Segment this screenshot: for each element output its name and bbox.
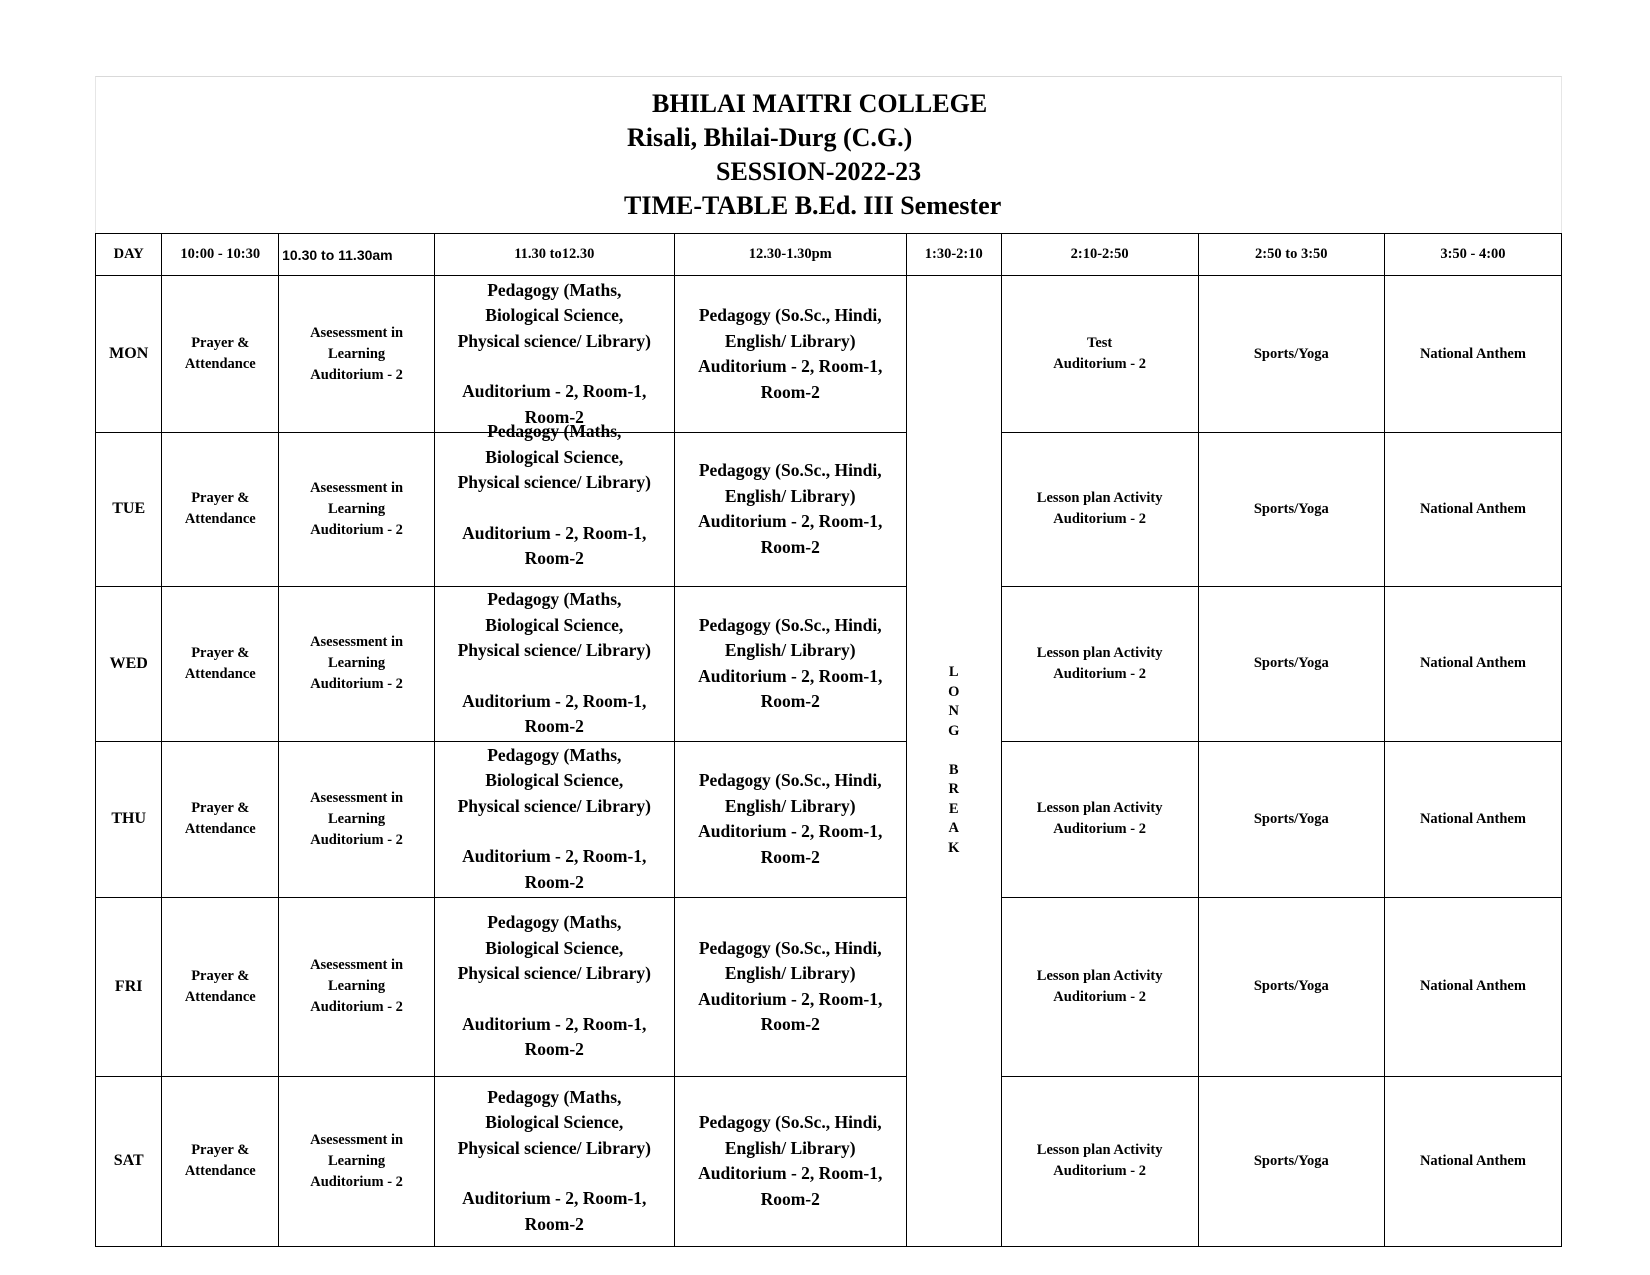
col-header-day: DAY bbox=[96, 234, 162, 276]
lesson-plan-cell: Lesson plan Activity Auditorium - 2 bbox=[1001, 741, 1198, 897]
pedagogy-b-cell: Pedagogy (So.Sc., Hindi, English/ Library) Auditorium - 2, Room-1, Room-2 bbox=[674, 276, 906, 433]
table-row bbox=[96, 433, 1562, 587]
pedagogy-a-cell: Pedagogy (Maths, Biological Science, Physical science/ Library) Auditorium - 2, Room-1, Room-2 bbox=[435, 1076, 674, 1246]
col-header-slot-4: 12.30-1.30pm bbox=[674, 234, 906, 276]
lesson-plan-cell: Lesson plan Activity Auditorium - 2 bbox=[1001, 433, 1198, 587]
table-row bbox=[96, 276, 1562, 433]
day-cell: MON bbox=[96, 276, 162, 433]
prayer-cell: Prayer & Attendance bbox=[162, 1076, 279, 1246]
pedagogy-b-cell: Pedagogy (So.Sc., Hindi, English/ Library) Auditorium - 2, Room-1, Room-2 bbox=[674, 741, 906, 897]
anthem-cell: National Anthem bbox=[1384, 897, 1561, 1076]
pedagogy-b-cell: Pedagogy (So.Sc., Hindi, English/ Library) Auditorium - 2, Room-1, Room-2 bbox=[674, 897, 906, 1076]
sports-cell: Sports/Yoga bbox=[1198, 897, 1384, 1076]
sports-cell: Sports/Yoga bbox=[1198, 276, 1384, 433]
pedagogy-b-cell: Pedagogy (So.Sc., Hindi, English/ Library) Auditorium - 2, Room-1, Room-2 bbox=[674, 1076, 906, 1246]
anthem-cell: National Anthem bbox=[1384, 1076, 1561, 1246]
col-header-slot-5: 1:30-2:10 bbox=[906, 234, 1001, 276]
sports-cell: Sports/Yoga bbox=[1198, 586, 1384, 741]
anthem-cell: National Anthem bbox=[1384, 433, 1561, 587]
day-cell: FRI bbox=[96, 897, 162, 1076]
sports-cell: Sports/Yoga bbox=[1198, 741, 1384, 897]
day-cell: TUE bbox=[96, 433, 162, 587]
long-break-cell bbox=[906, 276, 1001, 1247]
assessment-cell: Asesessment in Learning Auditorium - 2 bbox=[279, 1076, 435, 1246]
day-cell: SAT bbox=[96, 1076, 162, 1246]
timetable-grid bbox=[95, 233, 1562, 1247]
pedagogy-b-cell: Pedagogy (So.Sc., Hindi, English/ Library) Auditorium - 2, Room-1, Room-2 bbox=[674, 433, 906, 587]
col-header-slot-1: 10:00 - 10:30 bbox=[162, 234, 279, 276]
lesson-plan-cell: Lesson plan Activity Auditorium - 2 bbox=[1001, 897, 1198, 1076]
lesson-plan-cell: Lesson plan Activity Auditorium - 2 bbox=[1001, 586, 1198, 741]
table-row bbox=[96, 586, 1562, 741]
col-header-slot-3: 11.30 to12.30 bbox=[435, 234, 674, 276]
sports-cell: Sports/Yoga bbox=[1198, 1076, 1384, 1246]
pedagogy-a-cell: Pedagogy (Maths, Biological Science, Physical science/ Library) Auditorium - 2, Room-1, Room-2 bbox=[435, 586, 674, 741]
sports-cell: Sports/Yoga bbox=[1198, 433, 1384, 587]
col-header-slot-8: 3:50 - 4:00 bbox=[1384, 234, 1561, 276]
assessment-cell: Asesessment in Learning Auditorium - 2 bbox=[279, 741, 435, 897]
header-row bbox=[96, 234, 1562, 276]
test-cell: Test Auditorium - 2 bbox=[1001, 276, 1198, 433]
anthem-cell: National Anthem bbox=[1384, 276, 1561, 433]
session-label: SESSION-2022-23 bbox=[716, 157, 922, 186]
prayer-cell: Prayer & Attendance bbox=[162, 276, 279, 433]
timetable-title: TIME-TABLE B.Ed. III Semester bbox=[624, 191, 1002, 220]
prayer-cell: Prayer & Attendance bbox=[162, 897, 279, 1076]
prayer-cell: Prayer & Attendance bbox=[162, 433, 279, 587]
college-name: BHILAI MAITRI COLLEGE bbox=[652, 89, 988, 118]
col-header-slot-2: 10.30 to 11.30am bbox=[279, 234, 435, 276]
pedagogy-a-cell: Pedagogy (Maths, Biological Science, Physical science/ Library) Auditorium - 2, Room-1, Room-2 bbox=[435, 897, 674, 1076]
timetable-header bbox=[95, 76, 1562, 233]
pedagogy-a-cell: Pedagogy (Maths, Biological Science, Physical science/ Library) Auditorium - 2, Room-1, Room-2 bbox=[435, 276, 674, 433]
col-header-slot-6: 2:10-2:50 bbox=[1001, 234, 1198, 276]
pedagogy-a-cell: Pedagogy (Maths, Biological Science, Physical science/ Library) Auditorium - 2, Room-1, Room-2 bbox=[435, 741, 674, 897]
pedagogy-a-cell: Pedagogy (Maths, Biological Science, Physical science/ Library) Auditorium - 2, Room-1, Room-2 bbox=[435, 433, 674, 587]
assessment-cell: Asesessment in Learning Auditorium - 2 bbox=[279, 433, 435, 587]
lesson-plan-cell: Lesson plan Activity Auditorium - 2 bbox=[1001, 1076, 1198, 1246]
prayer-cell: Prayer & Attendance bbox=[162, 586, 279, 741]
long-break-label: L O N G B R E A K bbox=[948, 664, 960, 856]
pedagogy-b-cell: Pedagogy (So.Sc., Hindi, English/ Library) Auditorium - 2, Room-1, Room-2 bbox=[674, 586, 906, 741]
table-row bbox=[96, 897, 1562, 1076]
day-cell: THU bbox=[96, 741, 162, 897]
anthem-cell: National Anthem bbox=[1384, 586, 1561, 741]
day-cell: WED bbox=[96, 586, 162, 741]
prayer-cell: Prayer & Attendance bbox=[162, 741, 279, 897]
anthem-cell: National Anthem bbox=[1384, 741, 1561, 897]
assessment-cell: Asesessment in Learning Auditorium - 2 bbox=[279, 897, 435, 1076]
table-row bbox=[96, 1076, 1562, 1246]
college-address: Risali, Bhilai-Durg (C.G.) bbox=[627, 123, 913, 152]
col-header-slot-7: 2:50 to 3:50 bbox=[1198, 234, 1384, 276]
assessment-cell: Asesessment in Learning Auditorium - 2 bbox=[279, 586, 435, 741]
timetable-sheet bbox=[95, 76, 1562, 1247]
table-row bbox=[96, 741, 1562, 897]
assessment-cell: Asesessment in Learning Auditorium - 2 bbox=[279, 276, 435, 433]
